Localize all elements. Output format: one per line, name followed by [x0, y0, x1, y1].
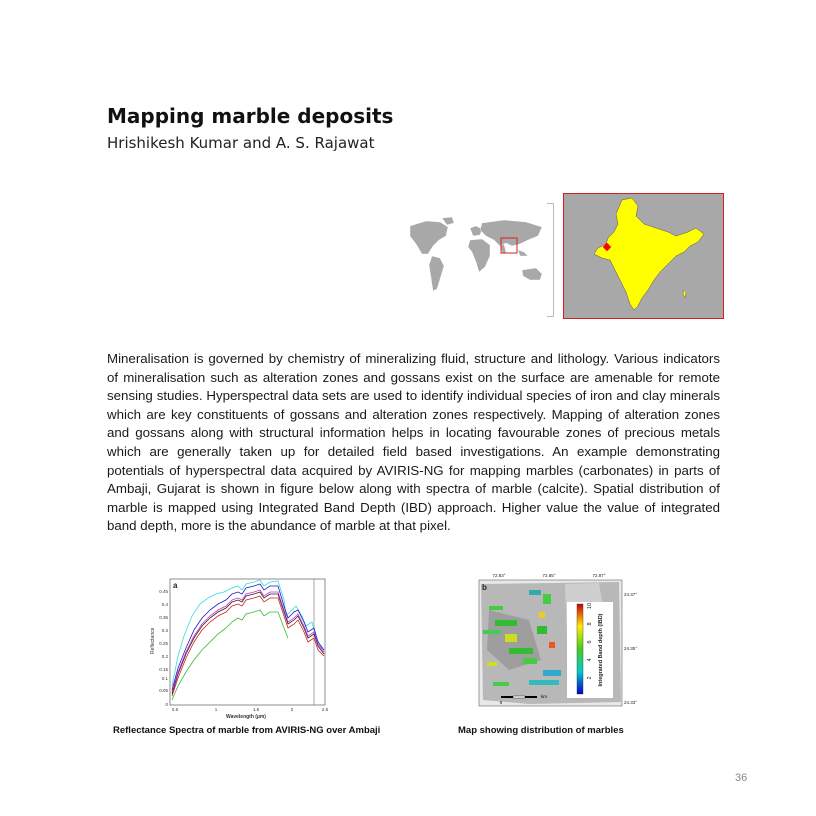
top-tick: 72.85°: [542, 573, 556, 578]
xtick: 1: [214, 707, 218, 712]
right-tick: 24.37°: [624, 592, 638, 597]
ytick: 0.35: [159, 615, 168, 620]
xtick: 2.5: [321, 707, 329, 712]
xtick: 1.5: [252, 707, 260, 712]
colorbar-tick: 10: [587, 602, 593, 610]
scale-start: 0: [499, 700, 503, 705]
colorbar-tick: 2: [587, 676, 593, 680]
figure-a-caption: Reflectance Spectra of marble from AVIRIS-NG over Ambaji: [113, 725, 381, 736]
figure-b-caption: Map showing distribution of marbles: [458, 725, 624, 736]
authors: Hrishikesh Kumar and A. S. Rajawat: [107, 134, 375, 152]
world-locator-map: [406, 210, 552, 302]
colorbar-label: Integrated Band depth (IBD): [598, 613, 604, 687]
colorbar-tick: 8: [587, 622, 593, 626]
ytick: 0.45: [159, 589, 168, 594]
ytick: 0.1: [161, 676, 168, 681]
ytick: 0.2: [161, 654, 168, 659]
top-tick: 72.83°: [492, 573, 506, 578]
xtick: 2: [290, 707, 294, 712]
page-number: 36: [735, 772, 748, 784]
x-axis-label: Wavelength (µm): [226, 714, 266, 720]
right-tick: 24.35°: [624, 646, 638, 651]
xtick: 0.5: [171, 707, 179, 712]
scale-unit: km: [541, 694, 547, 699]
colorbar-tick: 4: [587, 658, 593, 662]
page-title: Mapping marble deposits: [107, 104, 394, 128]
zoom-bracket: [547, 203, 554, 317]
ytick: 0: [165, 702, 168, 707]
panel-a-label: a: [173, 581, 178, 590]
right-tick: 24.33°: [624, 700, 638, 705]
panel-b-label: b: [482, 583, 487, 592]
reflectance-spectra-figure: [146, 576, 329, 721]
ytick: 0.05: [159, 688, 168, 693]
marble-distribution-map: [469, 570, 641, 712]
ytick: 0.4: [161, 602, 168, 607]
ytick: 0.3: [161, 628, 168, 633]
ytick: 0.15: [159, 667, 168, 672]
india-inset-map: [563, 193, 724, 319]
y-axis-label: Reflectance: [150, 627, 156, 654]
ibd-colorbar: [577, 604, 583, 694]
body-paragraph: Mineralisation is governed by chemistry of mineralizing fluid, structure and lithology. Various indicators of mineralisation such as alteration zones and gossans exist on the surface are amenable for remote sensing studies. Hyperspectral data sets are used to identify individual species of iron and clay minerals which are key constituents of gossans and alteration zones respectively. Mapping of alteration zones and gossans along with structural information helps in locating favourable zones of precious metals which are generally taken up for detailed field based investigations. An example demonstrating potentials of hyperspectral data acquired by AVIRIS-NG for mapping marbles (carbonates) in parts of Ambaji, Gujarat is shown in figure below along with spectra of marble (calcite). Spatial distribution of marble is mapped using Integrated Band Depth (IBD) approach. Higher value the value of integrated band depth, more is the abundance of marble at that pixel.: [107, 351, 720, 534]
top-tick: 72.87°: [592, 573, 606, 578]
colorbar-tick: 6: [587, 640, 593, 644]
ytick: 0.25: [159, 641, 168, 646]
